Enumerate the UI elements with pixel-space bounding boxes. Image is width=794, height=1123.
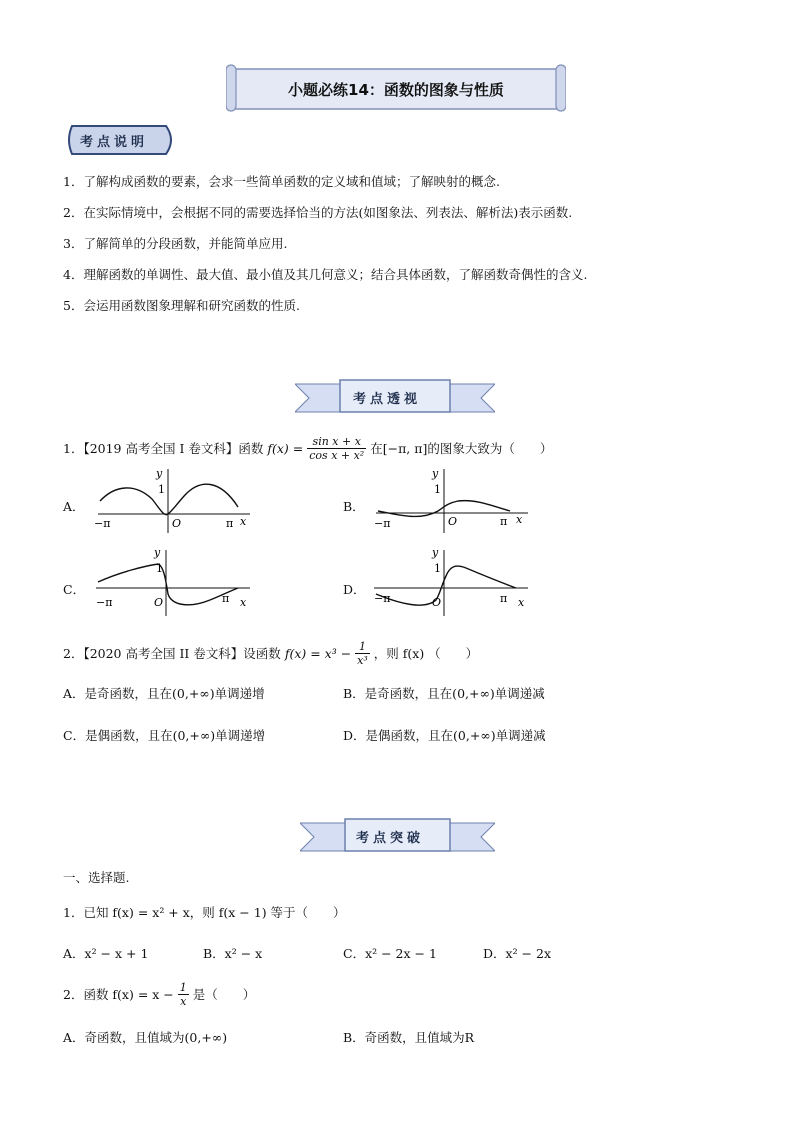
fraction xyxy=(307,435,366,462)
question-prefix: 2．【2020 高考全国 II 卷文科】设函数 xyxy=(63,646,281,661)
function-expr: f(x) = x³ − xyxy=(284,645,352,661)
section-ribbon-kaodian-toushi xyxy=(295,378,495,418)
curve xyxy=(376,566,516,605)
section-ribbon-label: 考点透视 xyxy=(353,392,422,407)
question-tail: 在[−π, π]的图象大致为（ ） xyxy=(370,441,553,456)
section-heading: 一、选择题. xyxy=(63,870,130,885)
tick-pi: π xyxy=(500,515,508,528)
option-a[interactable]: A．奇函数，且值域为(0,+∞) xyxy=(63,1030,228,1045)
denominator: x xyxy=(180,994,187,1008)
tick-one: 1 xyxy=(434,562,441,575)
x-label: x xyxy=(240,596,247,609)
option-label-d[interactable]: D． xyxy=(343,582,366,597)
question-3: 1．已知 f(x) = x² + x，则 f(x − 1) 等于（ ） xyxy=(63,905,346,920)
tick-one: 1 xyxy=(434,483,441,496)
tick-one: 1 xyxy=(158,483,165,496)
graph-a xyxy=(90,465,260,535)
list-item: 1．了解构成函数的要素，会求一些简单函数的定义域和值域；了解映射的概念. xyxy=(63,174,500,189)
option-a[interactable]: A．x² − x + 1 xyxy=(63,946,149,961)
x-label: x xyxy=(518,596,525,609)
y-label: y xyxy=(154,548,161,559)
numerator: 1 xyxy=(179,980,187,994)
denominator: x³ xyxy=(357,653,368,667)
question-2 xyxy=(63,633,478,673)
y-label: y xyxy=(156,467,163,480)
function-expr: f(x) = xyxy=(267,440,304,456)
option-label-a[interactable]: A． xyxy=(63,499,85,514)
fraction xyxy=(355,640,370,667)
section-tag-label: 考点说明 xyxy=(80,135,149,150)
numerator: sin x + x xyxy=(307,435,366,449)
graph-c xyxy=(90,548,260,618)
numerator: 1 xyxy=(355,640,370,654)
option-a[interactable]: A．是奇函数，且在(0,+∞)单调递增 xyxy=(63,686,265,701)
denominator: cos x + x² xyxy=(309,448,365,462)
title-banner xyxy=(226,63,566,113)
tick-neg-pi: −π xyxy=(96,596,113,609)
tick-pi: π xyxy=(226,517,234,530)
page-title: 小题必练14：函数的图象与性质 xyxy=(288,81,504,99)
fraction xyxy=(178,981,189,1008)
x-label: x xyxy=(516,513,523,526)
question-prefix: 1．【2019 高考全国 I 卷文科】函数 xyxy=(63,441,264,456)
question-prefix: 2．函数 f(x) = x − xyxy=(63,987,174,1002)
option-d[interactable]: D．x² − 2x xyxy=(483,946,552,961)
list-item: 3．了解简单的分段函数，并能简单应用. xyxy=(63,236,288,251)
section-tag-kaodian-shuoming xyxy=(66,122,178,158)
origin-label: O xyxy=(154,596,164,609)
list-item: 4．理解函数的单调性、最大值、最小值及其几何意义；结合具体函数，了解函数奇偶性的含义. xyxy=(63,267,588,282)
tick-neg-pi: −π xyxy=(374,592,391,605)
section-ribbon-label: 考点突破 xyxy=(356,831,425,846)
option-label-b[interactable]: B． xyxy=(343,499,365,514)
option-b[interactable]: B．x² − x xyxy=(203,946,263,961)
tick-neg-pi: −π xyxy=(374,517,391,530)
section-ribbon-kaodian-tupo xyxy=(300,817,495,857)
option-d[interactable]: D．是偶函数，且在(0,+∞)单调递减 xyxy=(343,728,546,743)
question-tail: ，则 f(x) （ ） xyxy=(373,646,479,661)
graph-b xyxy=(370,465,540,535)
y-label: y xyxy=(432,548,439,559)
option-b[interactable]: B．是奇函数，且在(0,+∞)单调递减 xyxy=(343,686,545,701)
tick-one: 1 xyxy=(156,562,163,575)
question-4 xyxy=(63,974,255,1014)
y-label: y xyxy=(432,467,439,480)
question-1 xyxy=(63,428,552,468)
origin-label: O xyxy=(172,517,182,530)
list-item: 2．在实际情境中，会根据不同的需要选择恰当的方法(如图象法、列表法、解析法)表示函数. xyxy=(63,205,573,220)
tick-neg-pi: −π xyxy=(94,517,111,530)
origin-label: O xyxy=(448,515,458,528)
x-label: x xyxy=(240,515,247,528)
question-tail: 是（ ） xyxy=(192,987,256,1002)
curve xyxy=(98,564,238,605)
origin-label: O xyxy=(432,596,442,609)
option-c[interactable]: C．是偶函数，且在(0,+∞)单调递增 xyxy=(63,728,266,743)
tick-pi: π xyxy=(222,592,230,605)
option-b[interactable]: B．奇函数，且值域为R xyxy=(343,1030,475,1045)
curve xyxy=(100,484,238,514)
option-c[interactable]: C．x² − 2x − 1 xyxy=(343,946,437,961)
tick-pi: π xyxy=(500,592,508,605)
list-item: 5．会运用函数图象理解和研究函数的性质. xyxy=(63,298,300,313)
option-label-c[interactable]: C． xyxy=(63,582,86,597)
graph-d xyxy=(370,548,540,618)
